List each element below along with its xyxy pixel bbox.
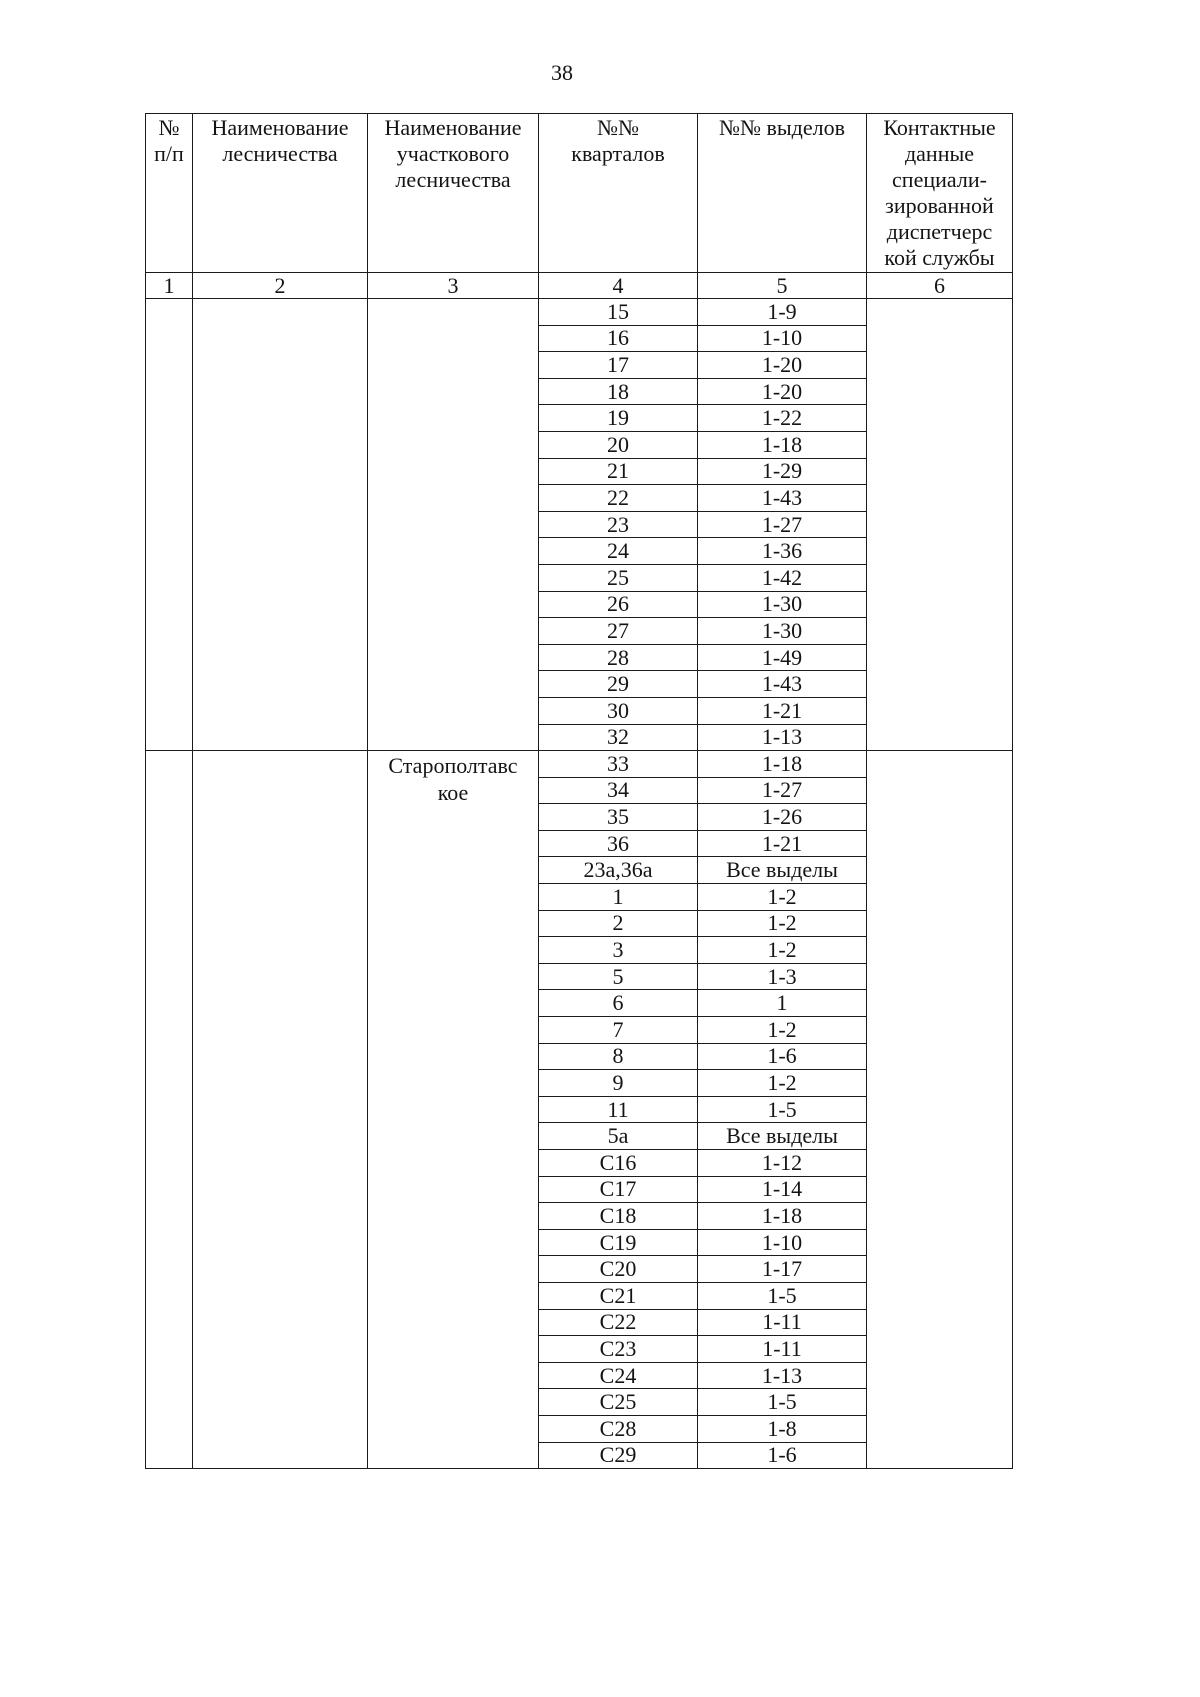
quarter-cell: 7 bbox=[539, 1017, 698, 1044]
column-number-5: 5 bbox=[698, 273, 867, 299]
sections-cell: 1-29 bbox=[698, 458, 867, 485]
quarter-cell: С24 bbox=[539, 1362, 698, 1389]
quarter-cell: 34 bbox=[539, 777, 698, 804]
quarter-cell: С16 bbox=[539, 1150, 698, 1177]
quarter-cell: 23а,36а bbox=[539, 857, 698, 884]
quarter-cell: 2 bbox=[539, 910, 698, 937]
page-number: 38 bbox=[551, 60, 573, 85]
dispatch-contacts-cell bbox=[867, 299, 1013, 751]
sections-cell: 1-26 bbox=[698, 804, 867, 831]
column-number-2: 2 bbox=[193, 273, 368, 299]
sections-cell: Все выделы bbox=[698, 1123, 867, 1150]
quarter-cell: С20 bbox=[539, 1256, 698, 1283]
column-number-1: 1 bbox=[146, 273, 193, 299]
sections-cell: 1-9 bbox=[698, 299, 867, 326]
district-forestry-cell bbox=[368, 299, 539, 751]
sections-cell: 1-22 bbox=[698, 405, 867, 432]
quarter-cell: 20 bbox=[539, 431, 698, 458]
quarter-cell: 35 bbox=[539, 804, 698, 831]
column-number-4: 4 bbox=[539, 273, 698, 299]
sections-cell: 1 bbox=[698, 990, 867, 1017]
sections-cell: 1-2 bbox=[698, 910, 867, 937]
table-row bbox=[146, 751, 1013, 778]
sections-cell: 1-6 bbox=[698, 1442, 867, 1469]
sections-cell: 1-20 bbox=[698, 378, 867, 405]
quarter-cell: 23 bbox=[539, 511, 698, 538]
quarter-cell: 5 bbox=[539, 963, 698, 990]
dispatch-contacts-cell bbox=[867, 751, 1013, 1469]
quarter-cell: С28 bbox=[539, 1415, 698, 1442]
quarter-cell: 16 bbox=[539, 325, 698, 352]
quarter-cell: С19 bbox=[539, 1229, 698, 1256]
sections-cell: 1-10 bbox=[698, 325, 867, 352]
table-header-row bbox=[146, 114, 1013, 273]
sections-cell: 1-21 bbox=[698, 830, 867, 857]
sections-cell: 1-18 bbox=[698, 751, 867, 778]
quarter-cell: 24 bbox=[539, 538, 698, 565]
quarter-cell: 25 bbox=[539, 564, 698, 591]
quarter-cell: 19 bbox=[539, 405, 698, 432]
sections-cell: 1-5 bbox=[698, 1096, 867, 1123]
quarter-cell: 1 bbox=[539, 884, 698, 911]
sections-cell: 1-5 bbox=[698, 1282, 867, 1309]
header-quarters: №№ кварталов bbox=[539, 114, 698, 273]
quarter-cell: 15 bbox=[539, 299, 698, 326]
sections-cell: 1-5 bbox=[698, 1389, 867, 1416]
quarter-cell: 22 bbox=[539, 485, 698, 512]
sections-cell: 1-27 bbox=[698, 511, 867, 538]
sections-cell: 1-17 bbox=[698, 1256, 867, 1283]
quarter-cell: С22 bbox=[539, 1309, 698, 1336]
sections-cell: 1-30 bbox=[698, 591, 867, 618]
header-forestry-name: Наименование лесничества bbox=[193, 114, 368, 273]
sections-cell: 1-10 bbox=[698, 1229, 867, 1256]
sections-cell: 1-14 bbox=[698, 1176, 867, 1203]
sections-cell: 1-13 bbox=[698, 724, 867, 751]
quarter-cell: 11 bbox=[539, 1096, 698, 1123]
sections-cell: 1-36 bbox=[698, 538, 867, 565]
sections-cell: 1-27 bbox=[698, 777, 867, 804]
sections-cell: 1-11 bbox=[698, 1336, 867, 1363]
sections-cell: 1-21 bbox=[698, 697, 867, 724]
sections-cell: 1-2 bbox=[698, 1017, 867, 1044]
forestry-name-cell bbox=[193, 751, 368, 1469]
sections-cell: 1-18 bbox=[698, 431, 867, 458]
forestry-name-cell bbox=[193, 299, 368, 751]
quarter-cell: 32 bbox=[539, 724, 698, 751]
sections-cell: 1-8 bbox=[698, 1415, 867, 1442]
quarter-cell: С21 bbox=[539, 1282, 698, 1309]
quarter-cell: 9 bbox=[539, 1070, 698, 1097]
forestry-table bbox=[145, 113, 1013, 1469]
table-row bbox=[146, 299, 1013, 326]
district-forestry-cell: Старополтавс кое bbox=[368, 751, 539, 1469]
sections-cell: 1-42 bbox=[698, 564, 867, 591]
sections-cell: 1-49 bbox=[698, 644, 867, 671]
sections-cell: 1-30 bbox=[698, 618, 867, 645]
header-dispatch-contacts: Контактные данные специали- зированной диспетчерс кой службы bbox=[867, 114, 1013, 273]
sections-cell: 1-11 bbox=[698, 1309, 867, 1336]
quarter-cell: 5а bbox=[539, 1123, 698, 1150]
quarter-cell: 26 bbox=[539, 591, 698, 618]
quarter-cell: 33 bbox=[539, 751, 698, 778]
sections-cell: 1-2 bbox=[698, 884, 867, 911]
quarter-cell: 28 bbox=[539, 644, 698, 671]
sections-cell: 1-43 bbox=[698, 671, 867, 698]
sections-cell: 1-6 bbox=[698, 1043, 867, 1070]
column-number-row bbox=[146, 273, 1013, 299]
quarter-cell: 29 bbox=[539, 671, 698, 698]
sections-cell: 1-20 bbox=[698, 352, 867, 379]
column-number-6: 6 bbox=[867, 273, 1013, 299]
quarter-cell: 3 bbox=[539, 937, 698, 964]
header-sections: №№ выделов bbox=[698, 114, 867, 273]
table-body bbox=[146, 299, 1013, 1469]
quarter-cell: С25 bbox=[539, 1389, 698, 1416]
header-row-number: № п/п bbox=[146, 114, 193, 273]
row-number-cell bbox=[146, 299, 193, 751]
sections-cell: 1-3 bbox=[698, 963, 867, 990]
header-district-forestry-name: Наименование участкового лесничества bbox=[368, 114, 539, 273]
sections-cell: 1-13 bbox=[698, 1362, 867, 1389]
row-number-cell bbox=[146, 751, 193, 1469]
quarter-cell: 18 bbox=[539, 378, 698, 405]
sections-cell: 1-2 bbox=[698, 937, 867, 964]
quarter-cell: 21 bbox=[539, 458, 698, 485]
sections-cell: 1-12 bbox=[698, 1150, 867, 1177]
quarter-cell: С17 bbox=[539, 1176, 698, 1203]
quarter-cell: 8 bbox=[539, 1043, 698, 1070]
sections-cell: Все выделы bbox=[698, 857, 867, 884]
quarter-cell: С29 bbox=[539, 1442, 698, 1469]
quarter-cell: 6 bbox=[539, 990, 698, 1017]
quarter-cell: 36 bbox=[539, 830, 698, 857]
sections-cell: 1-2 bbox=[698, 1070, 867, 1097]
quarter-cell: С18 bbox=[539, 1203, 698, 1230]
quarter-cell: С23 bbox=[539, 1336, 698, 1363]
quarter-cell: 27 bbox=[539, 618, 698, 645]
quarter-cell: 17 bbox=[539, 352, 698, 379]
column-number-3: 3 bbox=[368, 273, 539, 299]
sections-cell: 1-18 bbox=[698, 1203, 867, 1230]
sections-cell: 1-43 bbox=[698, 485, 867, 512]
quarter-cell: 30 bbox=[539, 697, 698, 724]
